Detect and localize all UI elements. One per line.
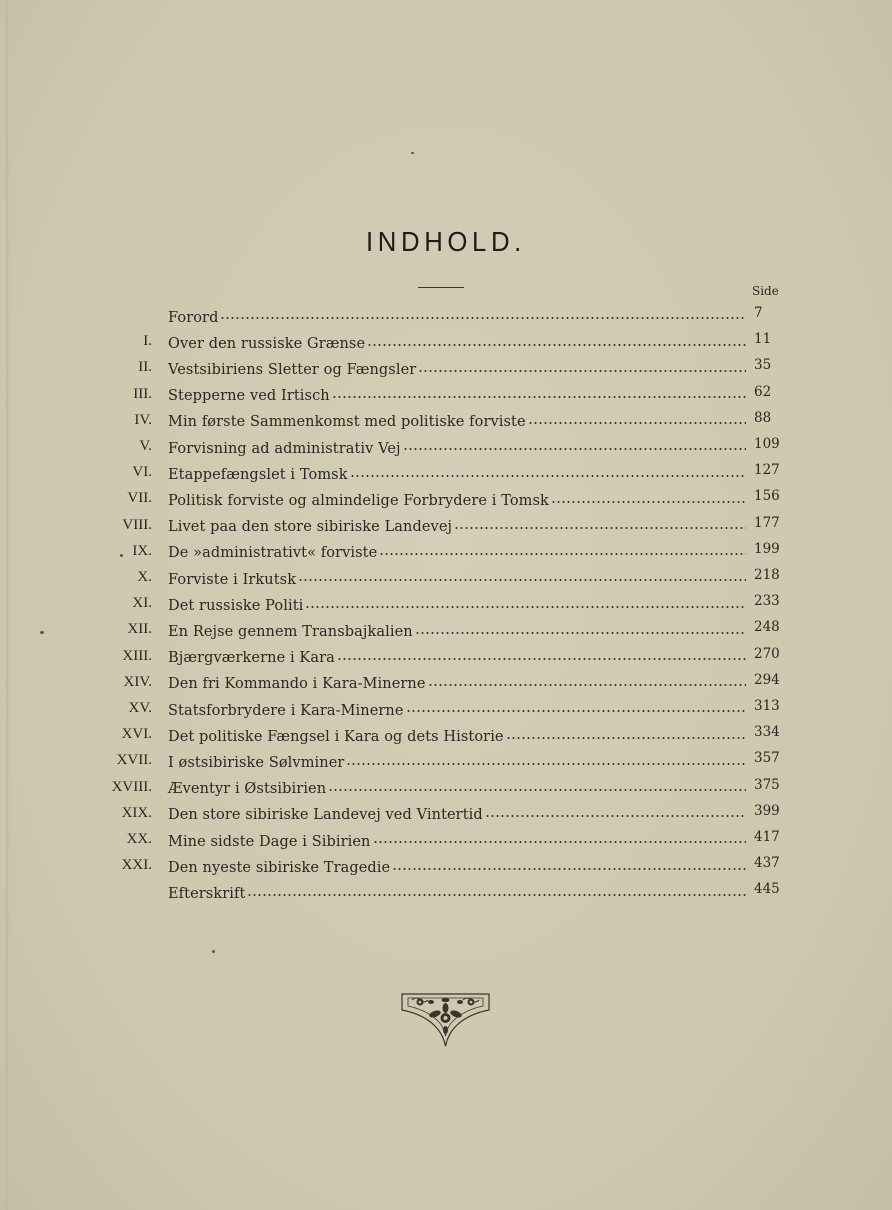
page-number: 62 bbox=[754, 383, 772, 400]
dot-leader bbox=[485, 807, 746, 822]
chapter-title: Mine sidste Dage i Sibirien bbox=[168, 833, 371, 850]
toc-entry bbox=[168, 359, 750, 378]
dot-leader bbox=[373, 833, 747, 848]
toc-entry bbox=[168, 490, 750, 509]
chapter-number: XI. bbox=[132, 595, 152, 612]
page-number: 7 bbox=[754, 305, 763, 321]
page-number: 417 bbox=[754, 829, 780, 845]
chapter-number: I. bbox=[143, 333, 152, 350]
toc-entry bbox=[168, 386, 750, 405]
chapter-title: Forviste i Irkutsk bbox=[168, 571, 297, 588]
toc-entry bbox=[168, 307, 750, 326]
chapter-number: VI. bbox=[132, 464, 152, 481]
page-number: 88 bbox=[754, 409, 772, 426]
dot-leader bbox=[403, 440, 746, 455]
page-number: 233 bbox=[754, 593, 780, 610]
chapter-number: VIII. bbox=[122, 516, 152, 533]
toc-entry bbox=[168, 700, 750, 719]
toc-entry bbox=[168, 438, 750, 457]
chapter-number: III. bbox=[133, 385, 152, 402]
toc-row bbox=[0, 540, 892, 569]
toc-row bbox=[0, 802, 892, 831]
chapter-number: XVII. bbox=[116, 752, 152, 769]
side-column-label: Side bbox=[752, 284, 779, 298]
toc-row bbox=[0, 700, 892, 726]
chapter-title: Statsforbrydere i Kara-Minerne bbox=[168, 702, 404, 719]
chapter-title: Over den russiske Grænse bbox=[168, 335, 366, 352]
toc-entry bbox=[168, 595, 750, 614]
page-number: 399 bbox=[754, 802, 780, 819]
toc-row bbox=[0, 383, 892, 412]
chapter-number: VII. bbox=[127, 490, 152, 507]
toc-entry bbox=[168, 857, 750, 876]
dot-leader bbox=[551, 492, 746, 507]
dot-leader bbox=[406, 702, 746, 717]
chapter-number: XX. bbox=[126, 831, 152, 847]
toc-row bbox=[0, 409, 892, 438]
chapter-title: Livet paa den store sibiriske Landevej bbox=[168, 519, 453, 536]
dot-leader bbox=[220, 309, 746, 324]
chapter-number: XIII. bbox=[122, 647, 152, 664]
toc-entry bbox=[168, 674, 750, 693]
toc-row bbox=[0, 333, 892, 359]
page-number: 109 bbox=[754, 436, 780, 452]
chapter-number: IX. bbox=[132, 542, 152, 559]
toc-row bbox=[0, 438, 892, 464]
dot-leader bbox=[337, 650, 746, 665]
toc-entry bbox=[168, 726, 750, 745]
dot-leader bbox=[392, 859, 746, 874]
toc-row bbox=[0, 490, 892, 516]
page-number: 437 bbox=[754, 855, 780, 872]
chapter-title: Vestsibiriens Sletter og Fængsler bbox=[168, 361, 417, 378]
page-number: 35 bbox=[754, 357, 772, 374]
chapter-number: II. bbox=[138, 359, 152, 376]
floral-tailpiece-icon bbox=[398, 990, 493, 1048]
chapter-number: XII. bbox=[127, 621, 152, 638]
paper-speck bbox=[40, 631, 44, 634]
dot-leader bbox=[346, 754, 746, 769]
chapter-number: XXI. bbox=[121, 857, 152, 874]
toc-row bbox=[0, 752, 892, 778]
chapter-title: De »administrativt« forviste bbox=[168, 545, 378, 562]
page-number: 270 bbox=[754, 645, 780, 662]
chapter-title: Forord bbox=[168, 309, 219, 326]
toc-row bbox=[0, 307, 892, 333]
dot-leader bbox=[247, 885, 746, 900]
chapter-title: En Rejse gennem Transbajkalien bbox=[168, 623, 413, 640]
toc-row bbox=[0, 645, 892, 674]
toc-entry bbox=[168, 883, 750, 902]
paper-speck bbox=[120, 554, 123, 557]
chapter-title: Etappefængslet i Tomsk bbox=[168, 466, 348, 483]
dot-leader bbox=[367, 335, 746, 350]
chapter-title: Det russiske Politi bbox=[168, 597, 304, 614]
toc-row bbox=[0, 671, 892, 700]
toc-row bbox=[0, 569, 892, 595]
page-number: 218 bbox=[754, 567, 780, 583]
toc-entry bbox=[168, 621, 750, 640]
toc-row bbox=[0, 595, 892, 621]
paper-speck bbox=[212, 950, 215, 953]
page-number: 375 bbox=[754, 776, 780, 793]
dot-leader bbox=[379, 545, 746, 560]
chapter-number: XVIII. bbox=[111, 778, 152, 795]
toc-row bbox=[0, 831, 892, 857]
page-number: 199 bbox=[754, 540, 780, 557]
toc-entry bbox=[168, 412, 750, 431]
toc-row bbox=[0, 726, 892, 752]
toc-row bbox=[0, 464, 892, 490]
dot-leader bbox=[454, 519, 746, 534]
page-number: 156 bbox=[754, 488, 780, 505]
toc-entry bbox=[168, 333, 750, 352]
dot-leader bbox=[428, 676, 746, 691]
dot-leader bbox=[305, 597, 746, 612]
toc-row bbox=[0, 621, 892, 647]
chapter-title: I østsibiriske Sølvminer bbox=[168, 754, 345, 771]
chapter-title: Æventyr i Østsibirien bbox=[168, 781, 327, 798]
chapter-number: X. bbox=[137, 569, 152, 585]
chapter-number: XIX. bbox=[121, 804, 152, 821]
toc-entry bbox=[168, 648, 750, 667]
page-number: 248 bbox=[754, 619, 780, 636]
page-number: 445 bbox=[754, 881, 780, 898]
toc-entry bbox=[168, 464, 750, 483]
toc-entry bbox=[168, 517, 750, 536]
dot-leader bbox=[298, 571, 746, 586]
dot-leader bbox=[418, 361, 746, 376]
paper-speck bbox=[411, 152, 414, 154]
chapter-number: V. bbox=[139, 438, 152, 454]
toc-entry bbox=[168, 805, 750, 824]
chapter-title: Forvisning ad administrativ Vej bbox=[168, 440, 401, 457]
page-number: 313 bbox=[754, 698, 780, 714]
toc-row bbox=[0, 776, 892, 805]
chapter-title: Stepperne ved Irtisch bbox=[168, 388, 330, 405]
chapter-title: Den fri Kommando i Kara-Minerne bbox=[168, 676, 426, 693]
toc-entry bbox=[168, 752, 750, 771]
chapter-number: XV. bbox=[128, 700, 152, 716]
dot-leader bbox=[506, 728, 746, 743]
toc-entry bbox=[168, 779, 750, 798]
chapter-number: XIV. bbox=[123, 673, 152, 690]
chapter-number: XVI. bbox=[121, 726, 152, 743]
toc-entry bbox=[168, 569, 750, 588]
chapter-title: Politisk forviste og almindelige Forbrydere i Tomsk bbox=[168, 492, 549, 509]
page-number: 357 bbox=[754, 750, 780, 767]
chapter-title: Det politiske Fængsel i Kara og dets Historie bbox=[168, 728, 504, 745]
chapter-number: IV. bbox=[134, 411, 152, 428]
page-number: 334 bbox=[754, 724, 780, 741]
dot-leader bbox=[332, 388, 746, 403]
toc-row bbox=[0, 857, 892, 883]
toc-row bbox=[0, 514, 892, 543]
page-number: 11 bbox=[754, 331, 772, 348]
page-number: 294 bbox=[754, 671, 780, 688]
toc-row bbox=[0, 883, 892, 909]
dot-leader bbox=[528, 414, 746, 429]
toc-row bbox=[0, 359, 892, 385]
dot-leader bbox=[350, 466, 746, 481]
page-number: 127 bbox=[754, 462, 780, 479]
chapter-title: Min første Sammenkomst med politiske forviste bbox=[168, 414, 526, 431]
dot-leader bbox=[415, 623, 746, 638]
page-title: INDHOLD. bbox=[366, 226, 526, 257]
chapter-title: Den store sibiriske Landevej ved Vintertid bbox=[168, 807, 483, 824]
toc-entry bbox=[168, 543, 750, 562]
chapter-title: Bjærgværkerne i Kara bbox=[168, 650, 335, 667]
chapter-title: Efterskrift bbox=[168, 885, 246, 902]
chapter-title: Den nyeste sibiriske Tragedie bbox=[168, 859, 391, 876]
toc-entry bbox=[168, 831, 750, 850]
dot-leader bbox=[328, 781, 746, 796]
page-number: 177 bbox=[754, 514, 780, 531]
title-rule bbox=[418, 287, 464, 288]
